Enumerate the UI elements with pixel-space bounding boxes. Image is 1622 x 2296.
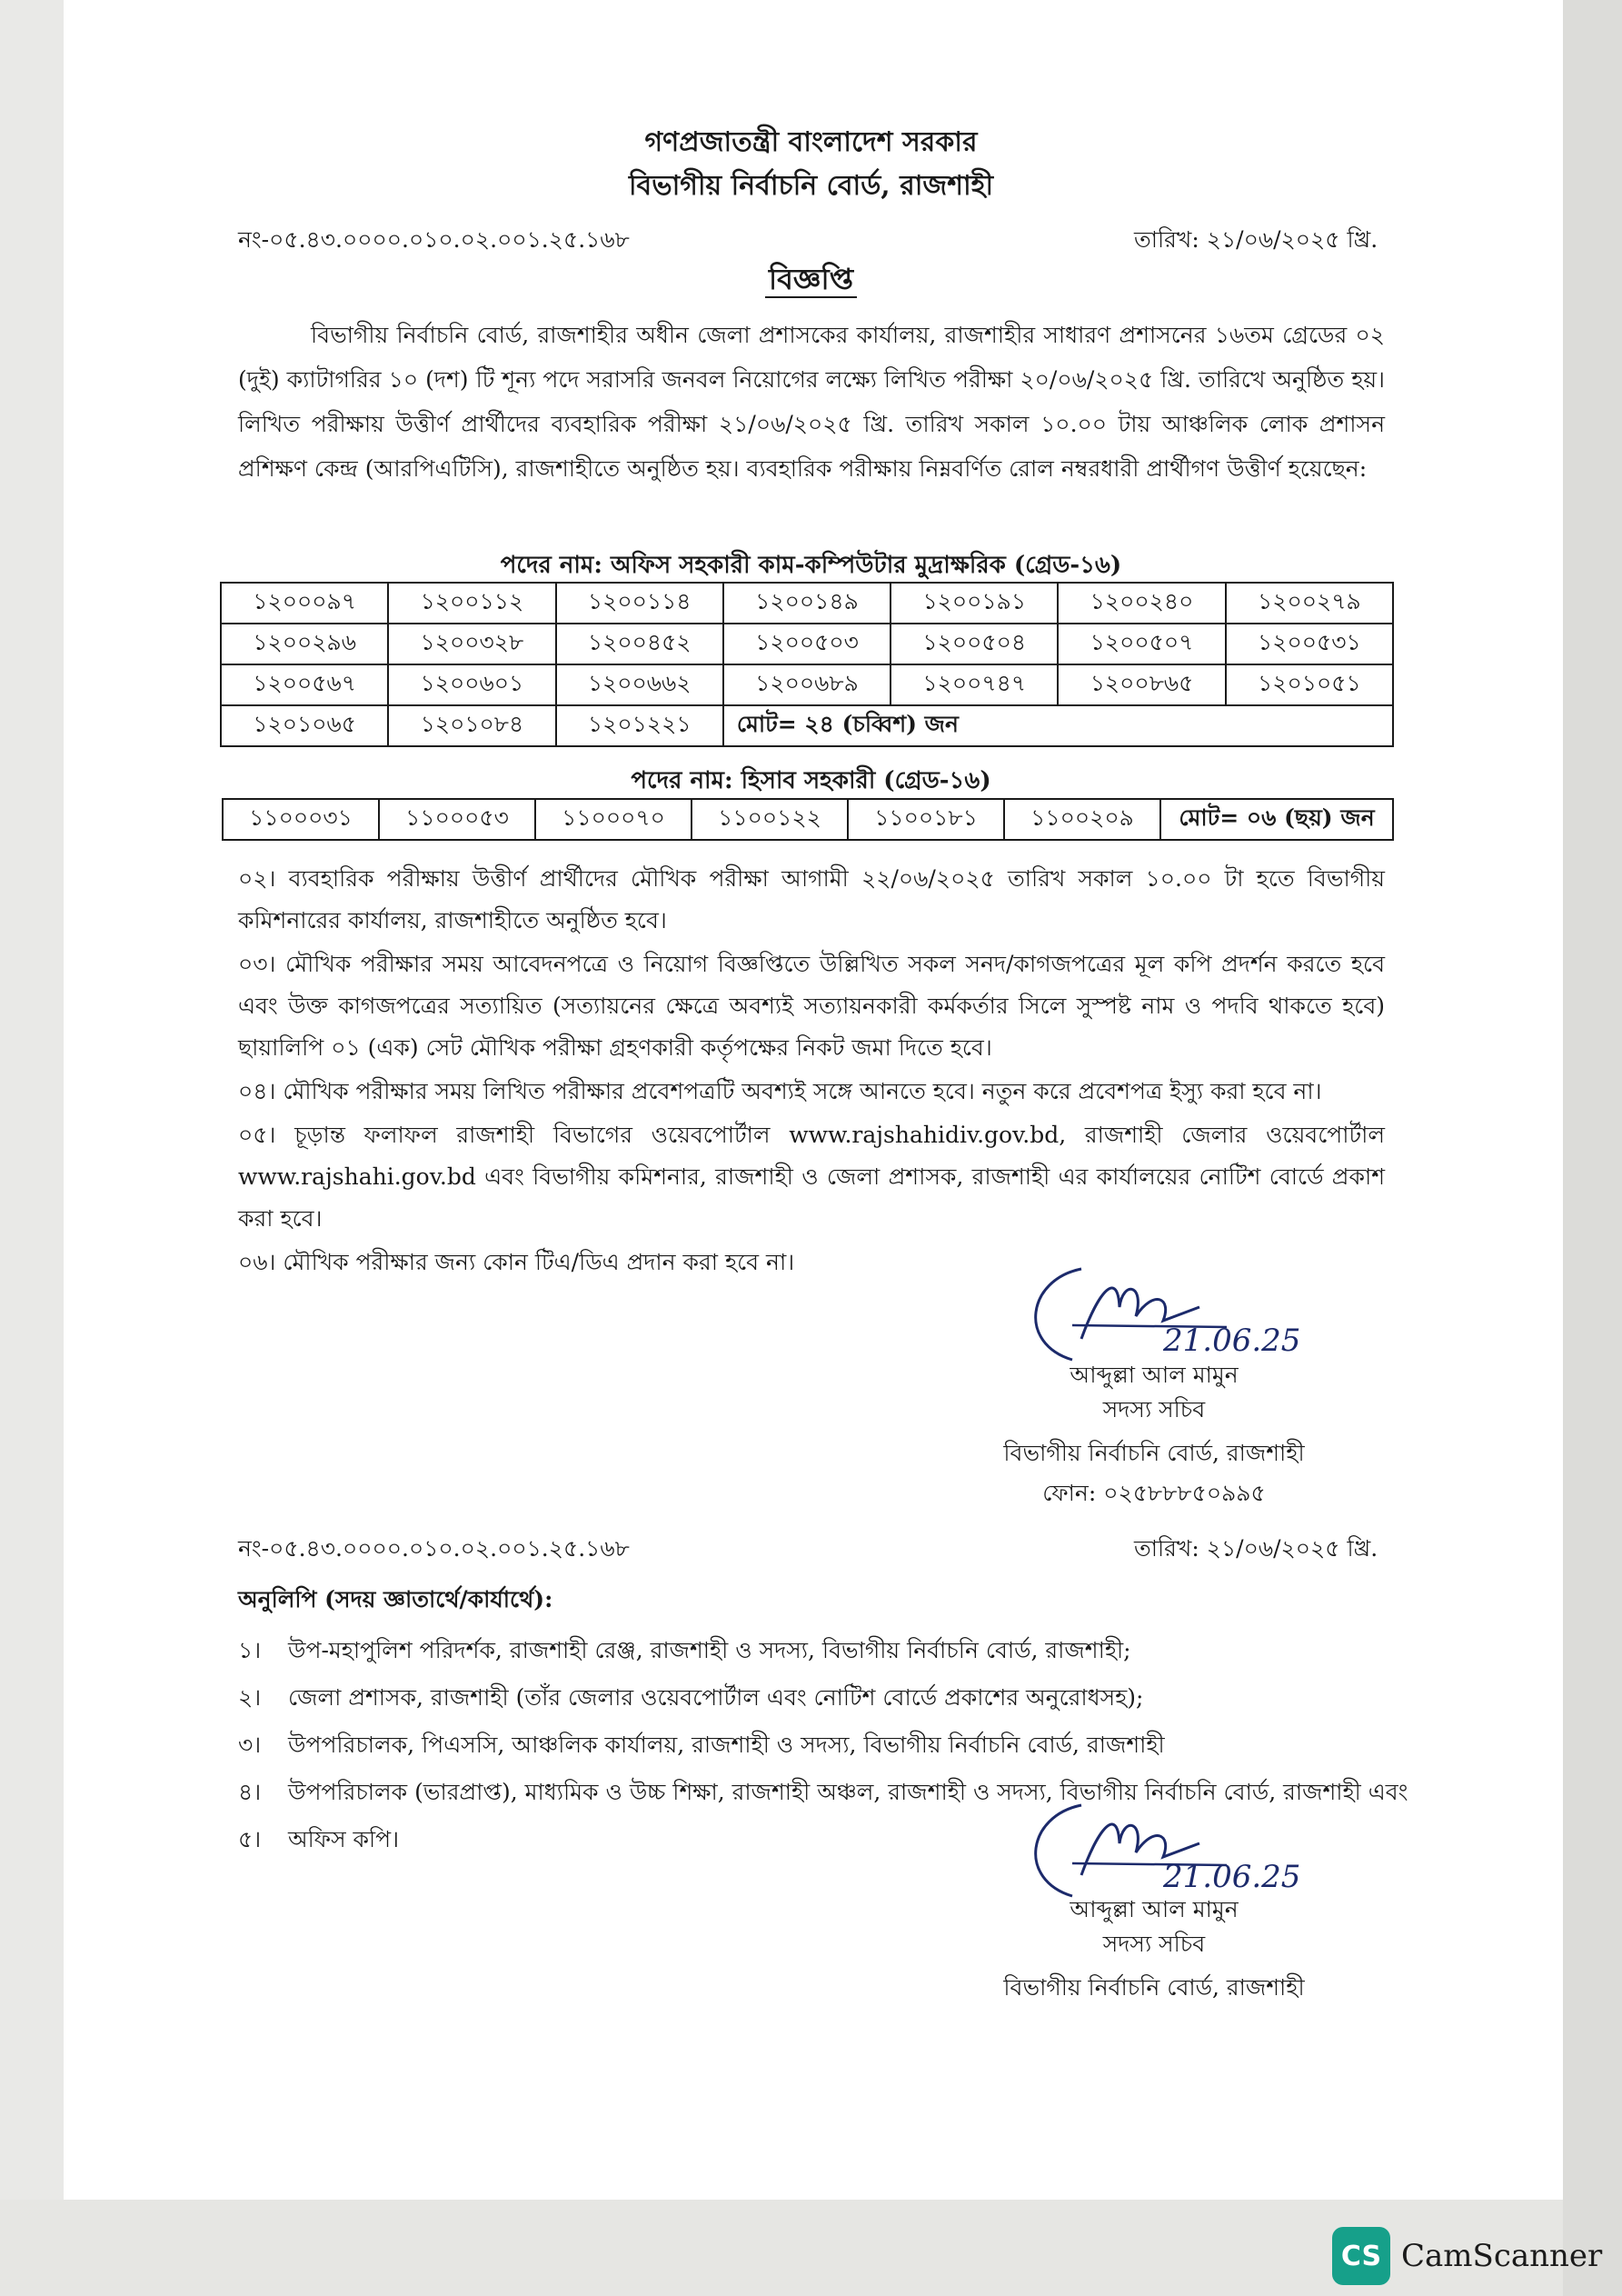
post2-title: পদের নাম: হিসাব সহকারী (গ্রেড-১৬): [631, 767, 991, 794]
item-04: ০৪। মৌখিক পরীক্ষার সময় লিখিত পরীক্ষার প্রবেশপত্রটি অবশ্যই সঙ্গে আনতে হবে। নতুন করে প্রবেশপত্র ইস্যু করা হবে না।: [238, 1078, 1322, 1104]
roll-number-cell: ১২০০৬৬২: [556, 664, 723, 705]
signatory-name: আব্দুল্লা আল মামুন: [1070, 1896, 1239, 1922]
roll-number-cell: ১২০০৫০৪: [891, 624, 1058, 664]
signature-2-date: 21.06.25: [1163, 1859, 1301, 1895]
post1-title: পদের নাম: অফিস সহকারী কাম-কম্পিউটার মুদ্রাক্ষরিক (গ্রেড-১৬): [500, 552, 1122, 579]
signature-block-1: [990, 1358, 1318, 1511]
item-06: ০৬। মৌখিক পরীক্ষার জন্য কোন টিএ/ডিএ প্রদান করা হবে না।: [238, 1249, 795, 1275]
camscanner-logo-icon: CS: [1332, 2227, 1390, 2285]
camscanner-text: CamScanner: [1401, 2238, 1603, 2274]
roll-number-cell: ১২০০০৯৭: [221, 583, 388, 624]
roll-number-cell: ১১০০১২২: [692, 799, 848, 840]
list-item: ১। উপ-মহাপুলিশ পরিদর্শক, রাজশাহী রেঞ্জ, রাজশাহী ও সদস্য, বিভাগীয় নির্বাচনি বোর্ড, রাজশাহী;: [238, 1637, 1131, 1663]
table-row: [221, 624, 1393, 664]
roll-number-cell: ১২০০৫০৭: [1058, 624, 1225, 664]
signatory-office: বিভাগীয় নির্বাচনি বোর্ড, রাজশাহী: [1003, 1974, 1305, 2001]
roll-number-cell: ১২০০১১২: [388, 583, 555, 624]
roll-number-cell: ১২০০৫৩১: [1226, 624, 1393, 664]
roll-number-cell: ১২০০৪৫২: [556, 624, 723, 664]
roll-number-cell: ১১০০১৮১: [848, 799, 1004, 840]
roll-number-cell: ১২০০৬৮৯: [723, 664, 891, 705]
roll-number-cell: ১২০০১৪৯: [723, 583, 891, 624]
list-item: ৩। উপপরিচালক, পিএসসি, আঞ্চলিক কার্যালয়, রাজশাহী ও সদস্য, বিভাগীয় নির্বাচনি বোর্ড, রাজশাহী: [238, 1732, 1165, 1758]
roll-number-cell: ১২০০২৪০: [1058, 583, 1225, 624]
office-header: বিভাগীয় নির্বাচনি বোর্ড, রাজশাহী: [628, 170, 994, 202]
table-row: [221, 664, 1393, 705]
notice-items: [238, 858, 1385, 1283]
copy-date: তারিখ: ২১/০৬/২০২৫ খ্রি.: [1134, 1535, 1378, 1562]
roll-number-cell: ১২০১০৫১: [1226, 664, 1393, 705]
roll-number-cell: ১২০১২২১: [556, 705, 723, 746]
reference-number: নং-০৫.৪৩.০০০০.০১০.০২.০০১.২৫.১৬৮: [238, 226, 630, 253]
list-item: ৪। উপপরিচালক (ভারপ্রাপ্ত), মাধ্যমিক ও উচ্চ শিক্ষা, রাজশাহী অঞ্চল, রাজশাহী ও সদস্য, বিভাগীয় নির্বাচনি বোর্ড, রাজশাহী এবং: [238, 1779, 1408, 1805]
roll-number-cell: ১২০০২৯৬: [221, 624, 388, 664]
item-02: ০২। ব্যবহারিক পরীক্ষায় উত্তীর্ণ প্রার্থীদের মৌখিক পরীক্ষা আগামী ২২/০৬/২০২৫ তারিখ সকাল ১০.০০ টা হতে বিভাগীয় কমিশনারের কার্যালয়, রাজশাহীতে অনুষ্ঠিত হবে।: [238, 865, 1385, 933]
roll-number-cell: ১২০০১১৪: [556, 583, 723, 624]
copy-heading: অনুলিপি (সদয় জ্ঞাতার্থে/কার্যার্থে):: [238, 1586, 553, 1612]
roll-number-cell: ১২০০৩২৮: [388, 624, 555, 664]
post2-total-cell: মোট= ০৬ (ছয়) জন: [1160, 799, 1393, 840]
government-header: গণপ্রজাতন্ত্রী বাংলাদেশ সরকার: [644, 126, 978, 158]
signatory-phone: ফোন: ০২৫৮৮৮৫০৯৯৫: [1042, 1480, 1266, 1506]
roll-number-cell: ১২০০৫০৩: [723, 624, 891, 664]
signature-block-2: [990, 1892, 1318, 2005]
post1-roll-table: [220, 582, 1394, 747]
roll-number-cell: ১২০০১৯১: [891, 583, 1058, 624]
signatory-name: আব্দুল্লা আল মামুন: [1070, 1362, 1239, 1388]
issue-date: তারিখ: ২১/০৬/২০২৫ খ্রি.: [1134, 226, 1378, 253]
roll-number-cell: ১২০০৫৬৭: [221, 664, 388, 705]
roll-number-cell: ১২০০৬০১: [388, 664, 555, 705]
post2-roll-table: [222, 798, 1394, 841]
table-row: [221, 583, 1393, 624]
roll-number-cell: ১২০০২৭৯: [1226, 583, 1393, 624]
roll-number-cell: ১২০০৭৪৭: [891, 664, 1058, 705]
post1-total-cell: মোট= ২৪ (চব্বিশ) জন: [723, 705, 1393, 746]
signatory-designation: সদস্য সচিব: [1102, 1931, 1206, 1957]
scan-edge-right: [1563, 0, 1622, 2296]
camscanner-watermark: [1332, 2227, 1602, 2285]
table-row: [223, 799, 1393, 840]
item-03: ০৩। মৌখিক পরীক্ষার সময় আবেদনপত্রে ও নিয়োগ বিজ্ঞপ্তিতে উল্লিখিত সকল সনদ/কাগজপত্রের মূল কপি প্রদর্শন করতে হবে এবং উক্ত কাগজপত্রের সত্যায়িত (সত্যায়নের ক্ষেত্রে অবশ্যই সত্যায়নকারী কর্মকর্তার সিলে সুস্পষ্ট নাম ও পদবি থাকতে হবে) ছায়ালিপি ০১ (এক) সেট মৌখিক পরীক্ষা গ্রহণকারী কর্তৃপক্ষের নিকট জমা দিতে হবে।: [238, 951, 1385, 1061]
signature-2: [1018, 1789, 1327, 1907]
roll-number-cell: ১১০০২০৯: [1004, 799, 1160, 840]
signatory-office: বিভাগীয় নির্বাচনি বোর্ড, রাজশাহী: [1003, 1440, 1305, 1466]
list-item: ২। জেলা প্রশাসক, রাজশাহী (তাঁর জেলার ওয়েবপোর্টাল এবং নোটিশ বোর্ডে প্রকাশের অনুরোধসহ);: [238, 1684, 1144, 1711]
scan-edge-bottom: [0, 2200, 1563, 2296]
notice-title: বিজ্ঞপ্তি: [0, 256, 1622, 305]
roll-number-cell: ১২০১০৬৫: [221, 705, 388, 746]
roll-number-cell: ১১০০০৫৩: [379, 799, 535, 840]
roll-number-cell: ১২০০৮৬৫: [1058, 664, 1225, 705]
roll-number-cell: ১১০০০৩১: [223, 799, 379, 840]
item-05: ০৫। চূড়ান্ত ফলাফল রাজশাহী বিভাগের ওয়েবপোর্টাল www.rajshahidiv.gov.bd, রাজশাহী জেলার ওয়েবপোর্টাল www.rajshahi.gov.bd এবং বিভাগীয় কমিশনার, রাজশাহী ও জেলা প্রশাসক, রাজশাহী এর কার্যালয়ের নোটিশ বোর্ডে প্রকাশ করা হবে।: [238, 1122, 1385, 1232]
signature-1-date: 21.06.25: [1163, 1323, 1301, 1359]
signature-1: [1018, 1253, 1327, 1371]
table-row: [221, 705, 1393, 746]
roll-number-cell: ১২০১০৮৪: [388, 705, 555, 746]
signatory-designation: সদস্য সচিব: [1102, 1396, 1206, 1423]
list-item: ৫। অফিস কপি।: [238, 1826, 400, 1852]
notice-body-paragraph: বিভাগীয় নির্বাচনি বোর্ড, রাজশাহীর অধীন জেলা প্রশাসকের কার্যালয়, রাজশাহীর সাধারণ প্রশাসনের ১৬তম গ্রেডের ০২ (দুই) ক্যাটাগরির ১০ (দশ) টি শূন্য পদে সরাসরি জনবল নিয়োগের লক্ষ্যে লিখিত পরীক্ষা ২০/০৬/২০২৫ খ্রি. তারিখে অনুষ্ঠিত হয়। লিখিত পরীক্ষায় উত্তীর্ণ প্রার্থীদের ব্যবহারিক পরীক্ষা ২১/০৬/২০২৫ খ্রি. তারিখ সকাল ১০.০০ টায় আঞ্চলিক লোক প্রশাসন প্রশিক্ষণ কেন্দ্র (আরপিএটিসি), রাজশাহীতে অনুষ্ঠিত হয়। ব্যবহারিক পরীক্ষায় নিম্নবর্ণিত রোল নম্বরধারী প্রার্থীগণ উত্তীর্ণ হয়েছেন:: [238, 322, 1385, 482]
roll-number-cell: ১১০০০৭০: [535, 799, 692, 840]
copy-reference-number: নং-০৫.৪৩.০০০০.০১০.০২.০০১.২৫.১৬৮: [238, 1535, 630, 1562]
